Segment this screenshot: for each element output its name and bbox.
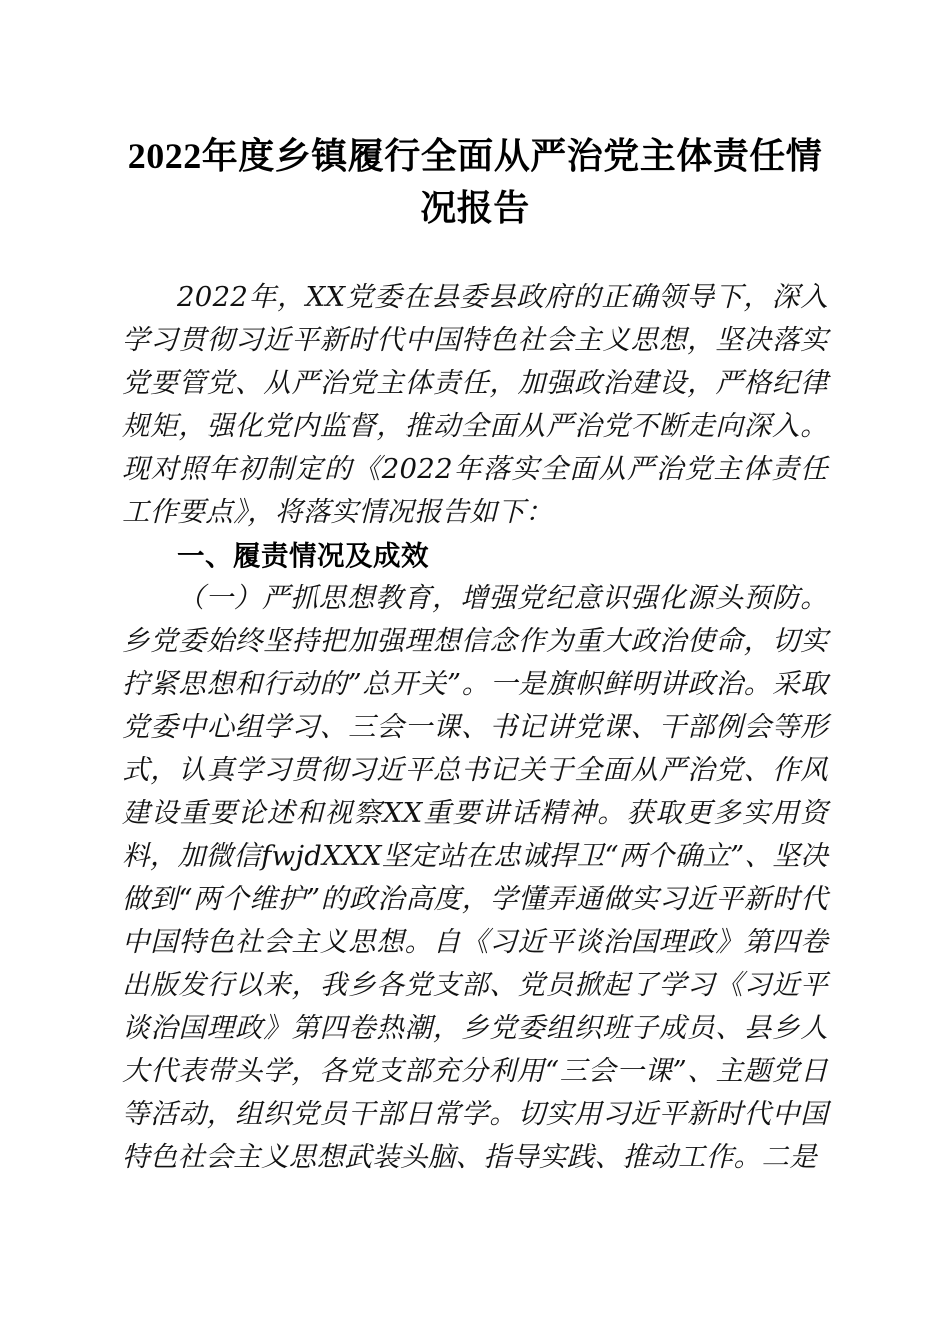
document-title: 2022年度乡镇履行全面从严治党主体责任情况报告 <box>127 136 823 228</box>
paragraph-intro: 2022年，XX党委在县委县政府的正确领导下，深入学习贯彻习近平新时代中国特色社会主义思想，坚决落实党要管党、从严治党主体责任，加强政治建设，严格纪律规矩，强化党内监督，推动全面从严治党不断走向深入。现对照年初制定的《2022年落实全面从严治党主体责任工作要点》，将落实情况报告如下： <box>122 281 828 528</box>
document-content-column <box>122 0 828 1179</box>
paragraph-section-1-1: （一）严抓思想教育，增强党纪意识强化源头预防。乡党委始终坚持把加强理想信念作为重大政治使命，切实拧紧思想和行动的”总开关”。一是旗帜鲜明讲政治。采取党委中心组学习、三会一课、书记讲党课、干部例会等形式，认真学习贯彻习近平总书记关于全面从严治党、作风建设重要论述和视察XX重要讲话精神。获取更多实用资料，加微信fwjdXXX坚定站在忠诚捍卫“两个确立”、坚决做到“两个维护”的政治高度，学懂弄通做实习近平新时代中国特色社会主义思想。自《习近平谈治国理政》第四卷出版发行以来，我乡各党支部、党员掀起了学习《习近平谈治国理政》第四卷热潮，乡党委组织班子成员、县乡人大代表带头学，各党支部充分利用“三会一课”、主题党日等活动，组织党员干部日常学。切实用习近平新时代中国特色社会主义思想武装头脑、指导实践、推动工作。二是 <box>122 582 828 1173</box>
section-heading-1: 一、履责情况及成效 <box>177 540 429 571</box>
